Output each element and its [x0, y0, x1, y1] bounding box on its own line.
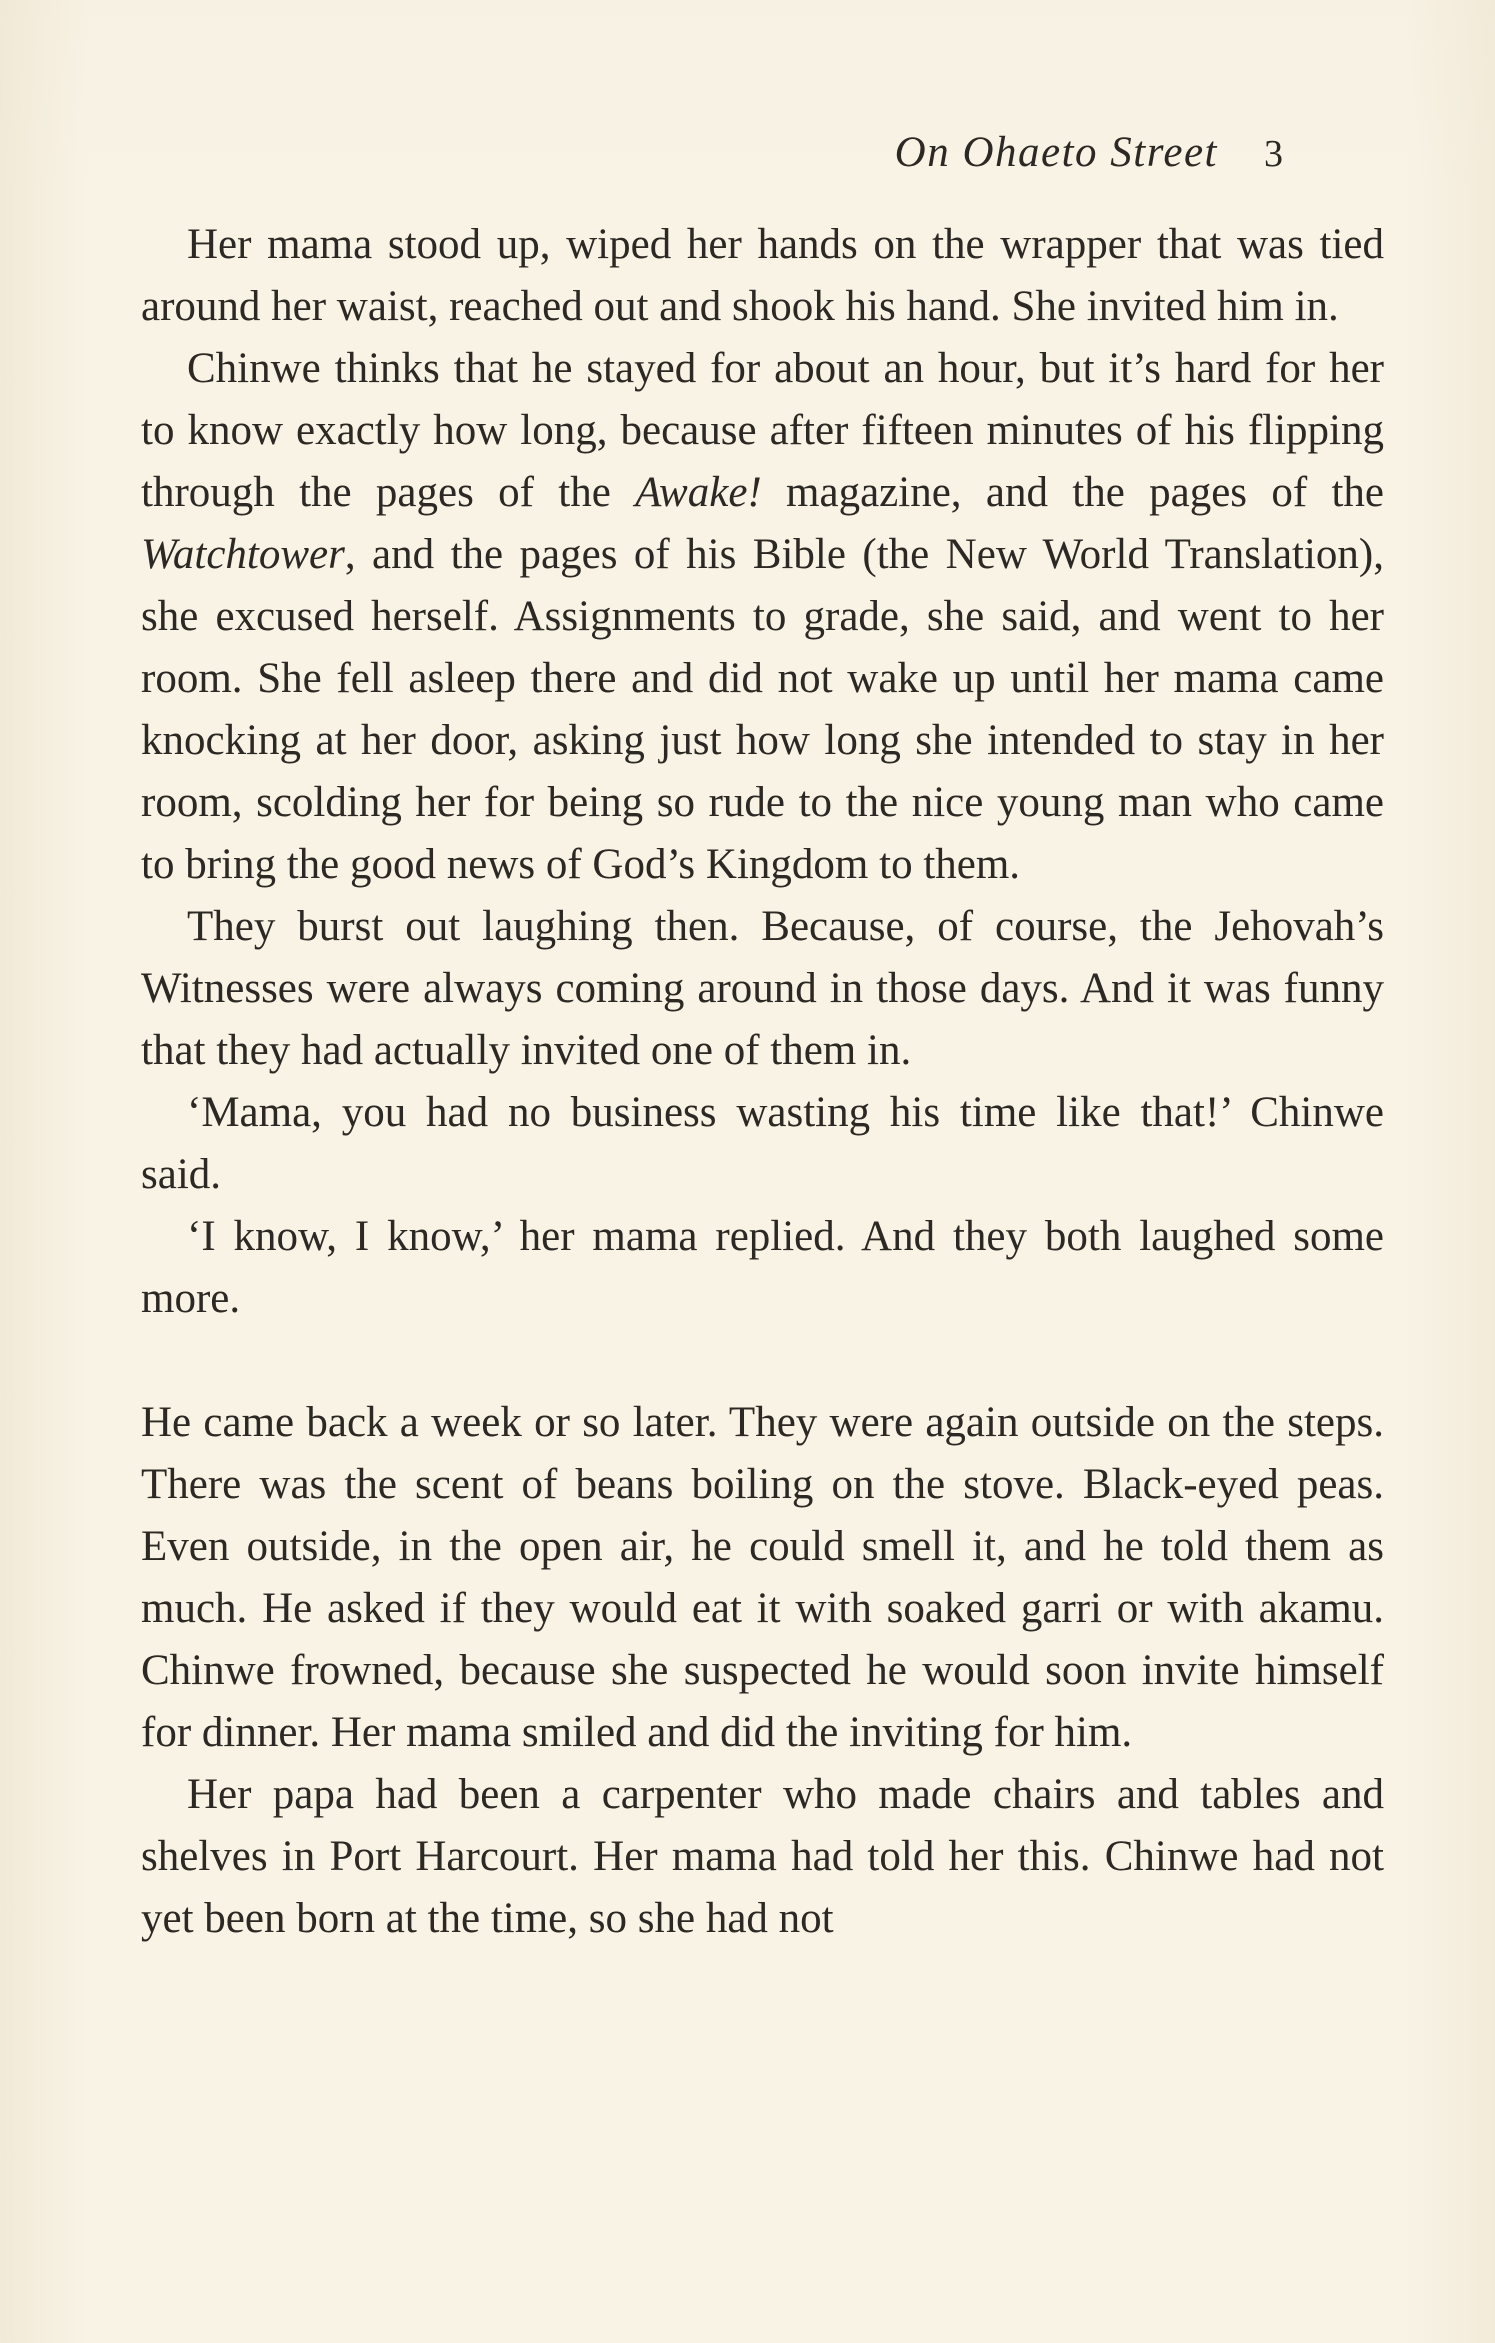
text-run: magazine, and the pages of the: [761, 469, 1385, 516]
paragraph: [141, 1206, 1384, 1330]
paragraph: [141, 338, 1384, 896]
text-run: Her papa had been a carpenter who made chairs and tables and shelves in Port Harcourt. Her mama had told her this. Chinwe had not yet been born at the time, so she had not: [141, 1771, 1384, 1942]
text-run: , and the pages of his Bible (the New World Translation), she excused herself. Assignments to grade, she said, and went to her room. She fell asleep there and did not wake up until her mama came knocking at her door, asking just how long she intended to stay in her room, scolding her for being so rude to the nice young man who came to bring the good news of God’s Kingdom to them.: [141, 531, 1384, 888]
text-run: He came back a week or so later. They were again outside on the steps. There was the scent of beans boiling on the stove. Black-eyed peas. Even outside, in the open air, he could smell it, and he told them as much. He asked if they would eat it with soaked garri or with akamu. Chinwe frowned, because she suspected he would soon invite himself for dinner. Her mama smiled and did the inviting for him.: [141, 1399, 1384, 1756]
text-run: ‘I know, I know,’ her mama replied. And they both laughed some more.: [141, 1213, 1384, 1322]
text-run: They burst out laughing then. Because, of course, the Jehovah’s Witnesses were always coming around in those days. And it was funny that they had actually invited one of them in.: [141, 903, 1384, 1074]
page-number: 3: [1264, 133, 1283, 175]
text-run: Her mama stood up, wiped her hands on the wrapper that was tied around her waist, reached out and shook his hand. She invited him in.: [141, 221, 1384, 330]
paragraph: [141, 1082, 1384, 1206]
page-header: [895, 128, 1283, 177]
text-run: Chinwe thinks that he stayed for about an hour, but it’s hard for her to know exactly how long, because after fifteen minutes of his flipping through the pages of the: [141, 345, 1384, 516]
italic-phrase: Awake!: [635, 469, 762, 516]
italic-phrase: Watchtower: [141, 531, 345, 578]
paragraph: [141, 896, 1384, 1082]
page-text: [141, 214, 1384, 1950]
text-run: ‘Mama, you had no business wasting his time like that!’ Chinwe said.: [141, 1089, 1384, 1198]
paragraph: [141, 214, 1384, 338]
paragraph: [141, 1764, 1384, 1950]
paragraph: [141, 1392, 1384, 1764]
running-title: On Ohaeto Street: [894, 129, 1218, 176]
